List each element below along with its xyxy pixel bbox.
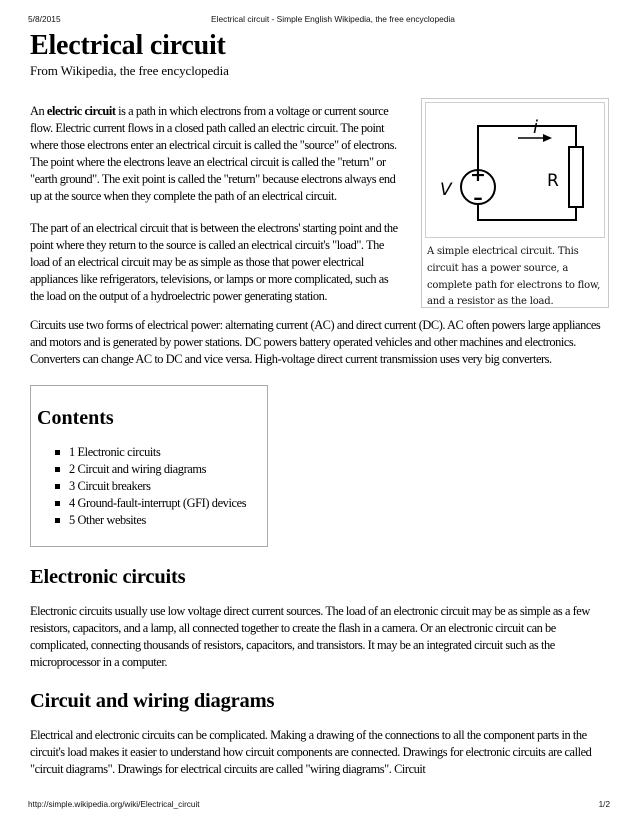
section-heading-circuit-and-wiring-diagrams: Circuit and wiring diagrams: [30, 690, 275, 712]
print-url: http://simple.wikipedia.org/wiki/Electrical_circuit: [28, 800, 200, 809]
current-i-label: i: [533, 117, 539, 138]
resistor-r-label: R: [547, 171, 559, 191]
voltage-minus-label: –: [473, 187, 483, 209]
voltage-plus-label: +: [470, 164, 486, 186]
toc-list: [53, 444, 246, 529]
circuit-diagram-svg: [426, 103, 604, 237]
intro-paragraph-3: Circuits use two forms of electrical power: alternating current (AC) and direct current (DC). AC often powers large appliances and motors and is generated by power stations. DC powers battery operated vehicles and other machines and electronics. Converters can change AC to DC and vice versa. High-voltage direct current transmission uses very big converters.: [30, 318, 601, 366]
circuit-diagram[interactable]: [425, 102, 605, 238]
print-page-number: 1/2: [598, 800, 610, 809]
toc-item-gfi-devices[interactable]: 4 Ground-fault-interrupt (GFI) devices: [53, 495, 246, 512]
toc-item-circuit-and-wiring-diagrams[interactable]: 2 Circuit and wiring diagrams: [53, 461, 246, 478]
section-text-circuit-and-wiring-diagrams: Electrical and electronic circuits can be complicated. Making a drawing of the connections to all the component parts in the circuit's load makes it easier to understand how circuit components are connected. Drawings for electronic circuits are called "circuit diagrams". Drawings for electrical circuits are called "wiring diagrams". Circuit: [30, 728, 592, 776]
section-text-electronic-circuits: Electronic circuits usually use low voltage direct current sources. The load of an electronic circuit may be as simple as a few resistors, capacitors, and a lamp, all connected together to create the flash in a camera. Or an electronic circuit can be complicated, connecting thousands of resistors, capacitors, and transistors. It may be an integrated circuit such as the microprocessor in a computer.: [30, 604, 590, 669]
circuit-wire: [478, 126, 576, 220]
intro-p1-prefix: An: [30, 104, 47, 118]
toc-item-electronic-circuits[interactable]: 1 Electronic circuits: [53, 444, 246, 461]
toc-title: Contents: [37, 407, 114, 429]
article-title: Electrical circuit: [30, 30, 226, 61]
current-arrow-head: [543, 134, 552, 142]
figure-caption: A simple electrical circuit. This circuit has a power source, a complete path for electrons to flow, and a resistor as the load.: [427, 246, 601, 308]
intro-paragraph-1: [30, 103, 402, 205]
intro-p1-rest: is a path in which electrons from a voltage or current source flow. Electric current flows in a closed path called an electric circuit. The point where those electrons enter an electrical circuit is called the "source" of electrons. The point where the electrons leave an electrical circuit is called the "return" or "earth ground". The exit point is called the "return" because electrons always end up at the source when they complete the path of an electrical circuit.: [30, 104, 397, 203]
print-header: [28, 14, 608, 28]
article-source-line: From Wikipedia, the free encyclopedia: [30, 63, 229, 78]
intro-paragraph-2: The part of an electrical circuit that is between the electrons' starting point and the point where they return to the source is called an electrical circuit's "load". The load of an electrical circuit may be as simple as those that power electrical appliances like refrigerators, televisions, or lamps or more complicated, such as the load on the output of a hydroelectric power generating station.: [30, 221, 398, 303]
voltage-v-label: V: [440, 180, 452, 200]
print-footer: [28, 800, 610, 812]
toc-item-other-websites[interactable]: 5 Other websites: [53, 512, 246, 529]
print-page-title: Electrical circuit - Simple English Wikipedia, the free encyclopedia: [211, 14, 455, 24]
toc-item-circuit-breakers[interactable]: 3 Circuit breakers: [53, 478, 246, 495]
resistor-symbol: [569, 147, 583, 207]
circuit-figure: [421, 98, 609, 308]
print-date: 5/8/2015: [28, 14, 61, 24]
section-heading-electronic-circuits: Electronic circuits: [30, 566, 186, 588]
intro-p1-bold-term: electric circuit: [46, 104, 116, 118]
table-of-contents: [30, 385, 268, 547]
article-content: [30, 30, 611, 778]
